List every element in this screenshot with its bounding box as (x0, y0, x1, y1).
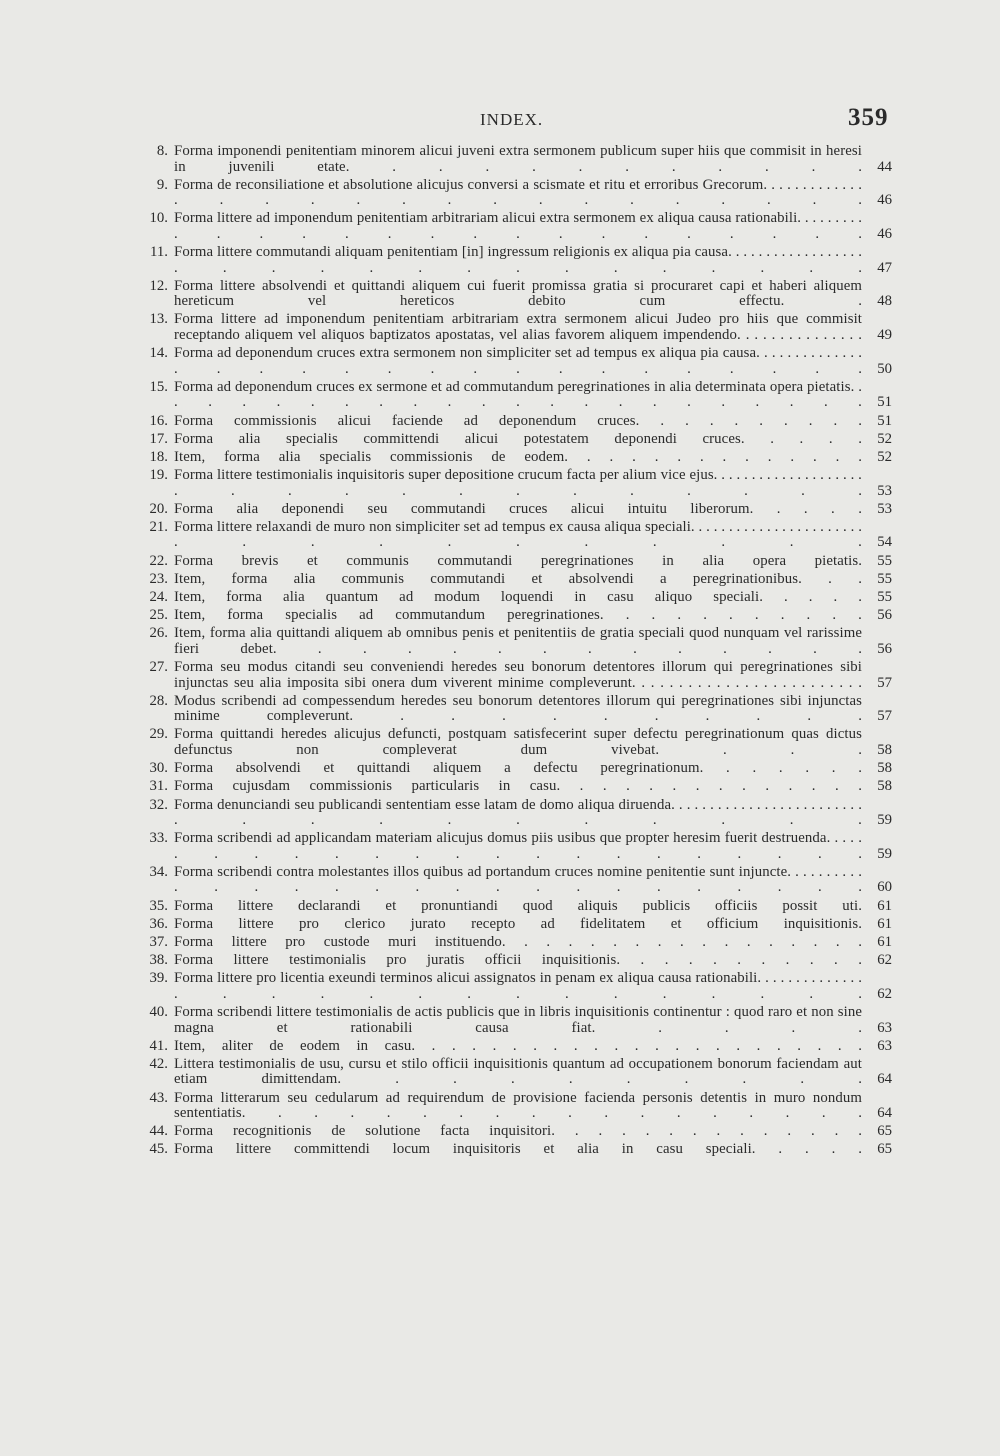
entry-number: 32. (149, 796, 168, 813)
entry-number: 21. (149, 518, 168, 535)
index-entry (132, 1091, 892, 1122)
entry-page-number: 58 (877, 760, 892, 777)
entry-number: 25. (149, 607, 168, 624)
entry-title: Forma littere ad imponendum penitentiam arbitrariam extra sermonem alicui Judeo pro hiis que commisit receptando aliquem vel aliquos baptizatos apostatas, vel alias favorem aliquem impendendo. . . . . . . . . . . . . . . (174, 311, 862, 343)
index-entry (132, 971, 892, 1002)
entry-page-number: 62 (877, 985, 892, 1002)
entry-title: Forma littere testimonialis pro juratis officii inquisitionis. . . . . . . . . . . (174, 952, 862, 969)
entry-page-number: 47 (877, 259, 892, 276)
index-entry (132, 279, 892, 310)
entry-page-number: 53 (877, 482, 892, 499)
entry-number: 30. (149, 760, 168, 777)
running-head-title: INDEX. (480, 110, 544, 129)
entry-page-number: 51 (877, 412, 892, 429)
entry-number: 10. (149, 210, 168, 227)
entry-number: 43. (149, 1089, 168, 1106)
entry-page-number: 51 (877, 394, 892, 411)
entry-title: Item, forma alia specialis commissionis de eodem. . . . . . . . . . . . . . (174, 448, 862, 465)
entry-title: Forma cujusdam commissionis particularis in casu. . . . . . . . . . . . . . (174, 778, 862, 795)
entry-page-number: 63 (877, 1019, 892, 1036)
index-entry (132, 899, 892, 915)
entry-title: Forma scribendi littere testimonialis de actis publicis que in libris inquisitionis continentur : quod raro et non sine magna et rationabili causa fiat. . . . . (174, 1004, 862, 1036)
entry-title: Forma commissionis alicui faciende ad deponendum cruces. . . . . . . . . . (174, 412, 862, 429)
index-entry (132, 554, 892, 570)
entry-number: 36. (149, 915, 168, 932)
entry-number: 40. (149, 1004, 168, 1020)
index-entry (132, 346, 892, 377)
entry-number: 29. (149, 726, 168, 743)
entry-number: 20. (149, 500, 168, 517)
index-entry (132, 727, 892, 758)
entry-page-number: 55 (877, 552, 892, 569)
entry-title: Modus scribendi ad compessendum heredes seu bonorum detentores illorum qui peregrinationes sibi injunctas minime compleverunt. . . . . . . . . . . (174, 692, 862, 725)
entry-number: 14. (149, 345, 168, 362)
entry-title: Forma quittandi heredes alicujus defuncti, postquam satisfecerint super defectu peregrinationum quas dictus defunctus non compleverat dum vivebat. . . . (174, 726, 862, 758)
index-entry (132, 450, 892, 466)
index-entry (132, 608, 892, 624)
index-entry (132, 468, 892, 499)
entry-title: Forma scribendi ad applicandam materiam alicujus domus piis usibus que propter heresim fuerit destruenda. . . . . . . . . . . . . . . . . . . . . . . (174, 830, 862, 862)
entry-page-number: 46 (877, 225, 892, 242)
entry-number: 27. (149, 659, 168, 676)
entry-page-number: 61 (877, 897, 892, 914)
page-number: 359 (848, 104, 889, 131)
entry-page-number: 57 (877, 674, 892, 691)
index-entry (132, 1039, 892, 1055)
entry-title: Forma littere pro custode muri instituendo. . . . . . . . . . . . . . . . . (174, 933, 862, 950)
index-entry (132, 865, 892, 896)
entry-title: Forma littere relaxandi de muro non simpliciter set ad tempus ex causa aliqua speciali. . . . . . . . . . . . . . . . . . . . . . . . . . . . . . . . . . (174, 518, 862, 551)
entry-number: 19. (149, 467, 168, 484)
entry-number: 22. (149, 552, 168, 569)
index-entry (132, 1057, 892, 1088)
entry-number: 9. (156, 176, 168, 193)
index-entry (132, 380, 892, 411)
index-entry (132, 660, 892, 691)
entry-page-number: 64 (877, 1071, 892, 1088)
entry-page-number: 61 (877, 933, 892, 950)
entry-title: Forma littere commutandi aliquam penitentiam [in] ingressum religionis ex aliqua pia causa. . . . . . . . . . . . . . . . . . . . . . . . . . . . . . . . . (174, 244, 862, 276)
index-entry (132, 626, 892, 657)
index-entry (132, 917, 892, 933)
entry-page-number: 52 (877, 430, 892, 447)
entry-title: Forma littere testimonialis inquisitoris super depositione crucum facta per alium vice ejus. . . . . . . . . . . . . . . . . . . . . . . . . . . . . . . . . (174, 467, 862, 499)
index-entries-list (132, 144, 892, 1161)
entry-number: 34. (149, 863, 168, 880)
entry-page-number: 64 (877, 1105, 892, 1122)
index-entry (132, 144, 892, 175)
entry-number: 12. (149, 277, 168, 294)
index-entry (132, 935, 892, 951)
index-entry (132, 1142, 892, 1158)
entry-page-number: 58 (877, 741, 892, 758)
index-entry (132, 432, 892, 448)
entry-title: Littera testimonialis de usu, cursu et stilo officii inquisitionis quantum ad occupationem bonorum faciendam aut etiam dimittendam. . . . . . . . . . (174, 1055, 862, 1088)
entry-number: 17. (149, 430, 168, 447)
index-entry (132, 779, 892, 795)
entry-title: Item, forma alia quantum ad modum loquendi in casu aliquo speciali. . . . . (174, 589, 862, 605)
entry-number: 44. (149, 1123, 168, 1140)
entry-number: 13. (149, 311, 168, 328)
entry-title: Item, aliter de eodem in casu. . . . . . . . . . . . . . . . . . . . . . . (174, 1037, 862, 1054)
entry-title: Forma denunciandi seu publicandi sententiam esse latam de domo aliqua diruenda. . . . . . . . . . . . . . . . . . . . . . . . . . . . . . . . . . . . (174, 796, 862, 828)
index-entry (132, 831, 892, 862)
entry-page-number: 56 (877, 607, 892, 624)
entry-number: 24. (149, 589, 168, 605)
entry-page-number: 48 (877, 293, 892, 310)
entry-number: 37. (149, 933, 168, 950)
index-entry (132, 694, 892, 725)
entry-number: 26. (149, 625, 168, 642)
index-entry (132, 590, 892, 606)
entry-page-number: 55 (877, 570, 892, 587)
entry-page-number: 54 (877, 534, 892, 551)
entry-title: Forma scribendi contra molestantes illos quibus ad portandum cruces nomine penitentie sunt injuncte. . . . . . . . . . . . . . . . . . . . . . . . . . . . (174, 863, 862, 896)
index-entry (132, 572, 892, 588)
entry-page-number: 44 (877, 158, 892, 175)
entry-page-number: 49 (877, 326, 892, 343)
entry-page-number: 62 (877, 952, 892, 969)
entry-page-number: 57 (877, 708, 892, 725)
index-entry (132, 953, 892, 969)
entry-title: Forma littere ad imponendum penitentiam arbitrariam alicui extra sermonem ex aliqua causa rationabili. . . . . . . . . . . . . . . . . . . . . . . . . . (174, 210, 862, 242)
entry-number: 41. (149, 1037, 168, 1054)
entry-page-number: 59 (877, 845, 892, 862)
index-entry (132, 1005, 892, 1036)
entry-title: Forma littere absolvendi et quittandi aliquem cui fuerit promissa gratia si procuraret capi et haberi aliquem hereticum vel hereticos debito cum effectu. . (174, 277, 862, 310)
index-entry (132, 761, 892, 777)
entry-number: 33. (149, 830, 168, 847)
entry-page-number: 50 (877, 360, 892, 377)
index-entry (132, 502, 892, 518)
index-entry (132, 414, 892, 430)
entry-title: Forma litterarum seu cedularum ad requirendum de provisione facienda personis detentis in muro nondum sententiatis. . . . . . . . . . . . . . . . . . (174, 1089, 862, 1122)
entry-title: Forma absolvendi et quittandi aliquem a defectu peregrinationum. . . . . . . (174, 760, 862, 777)
entry-page-number: 53 (877, 500, 892, 517)
entry-page-number: 52 (877, 448, 892, 465)
entry-page-number: 46 (877, 192, 892, 209)
entry-title: Forma littere pro licentia exeundi terminos alicui assignatos in penam ex aliqua causa rationabili. . . . . . . . . . . . . . . . . . . . . . . . . . . . . (174, 970, 862, 1002)
entry-page-number: 61 (877, 915, 892, 932)
entry-page-number: 58 (877, 778, 892, 795)
entry-number: 38. (149, 952, 168, 969)
entry-title: Forma recognitionis de solutione facta inquisitori. . . . . . . . . . . . . . (174, 1123, 862, 1140)
entry-number: 16. (149, 412, 168, 429)
entry-title: Forma littere declarandi et pronuntiandi quod aliquis publicis officiis possit uti. (174, 897, 862, 914)
entry-page-number: 55 (877, 589, 892, 605)
entry-number: 11. (150, 244, 168, 261)
entry-page-number: 65 (877, 1123, 892, 1140)
entry-title: Forma littere committendi locum inquisitoris et alia in casu speciali. . . . . (174, 1141, 862, 1158)
entry-number: 15. (149, 378, 168, 395)
entry-page-number: 63 (877, 1037, 892, 1054)
entry-title: Item, forma specialis ad commutandum peregrinationes. . . . . . . . . . . (174, 607, 862, 624)
entry-title: Forma de reconsiliatione et absolutione alicujus conversi a scismate et ritu et erroribus Grecorum. . . . . . . . . . . . . . . . . . . . . . . . . . . . . (174, 176, 862, 209)
entry-number: 8. (156, 143, 168, 159)
entry-page-number: 59 (877, 812, 892, 828)
entry-title: Forma alia deponendi seu commutandi cruces alicui intuitu liberorum. . . . . (174, 500, 862, 517)
entry-number: 45. (149, 1141, 168, 1158)
entry-title: Forma ad deponendum cruces extra sermonem non simpliciter set ad tempus ex aliqua pia causa. . . . . . . . . . . . . . . . . . . . . . . . . . . . . . . (174, 345, 862, 377)
index-entry (132, 245, 892, 276)
entry-number: 35. (149, 897, 168, 914)
entry-number: 23. (149, 570, 168, 587)
entry-title: Forma seu modus citandi seu conveniendi heredes seu bonorum detentores illorum qui peregrinationes sibi injunctas seu alia imposita sibi onera dum viverent minime compleverunt. . . . . . . . . . . . . . . . . . . . . . . . . (174, 659, 862, 691)
entry-title: Item, forma alia communis commutandi et absolvendi a peregrinationibus. . . (174, 570, 862, 587)
entry-number: 39. (149, 970, 168, 987)
index-entry (132, 1124, 892, 1140)
entry-title: Forma alia specialis committendi alicui potestatem deponendi cruces. . . . . (174, 430, 862, 447)
entry-title: Forma imponendi penitentiam minorem alicui juveni extra sermonem publicum super hiis que commisit in heresi in juvenili etate. . . . . . . . . . . . (174, 143, 862, 175)
entry-page-number: 60 (877, 879, 892, 896)
entry-title: Forma brevis et communis commutandi peregrinationes in alia opera pietatis. (174, 552, 862, 569)
entry-page-number: 65 (877, 1141, 892, 1158)
entry-number: 31. (149, 778, 168, 795)
entry-number: 28. (149, 692, 168, 709)
index-entry (132, 798, 892, 829)
entry-title: Item, forma alia quittandi aliquem ab omnibus penis et penitentiis de gratia speciali quod nunquam vel rarissime fieri debet. . . . . . . . . . . . . . (174, 625, 862, 657)
index-entry (132, 520, 892, 551)
entry-number: 42. (149, 1055, 168, 1072)
entry-title: Forma ad deponendum cruces ex sermone et ad commutandum peregrinationes in alia determinata opera pietatis. . . . . . . . . . . . . . . . . . . . . . . (174, 378, 862, 411)
index-entry (132, 178, 892, 209)
entry-number: 18. (149, 448, 168, 465)
index-entry (132, 312, 892, 343)
entry-title: Forma littere pro clerico jurato recepto ad fidelitatem et officium inquisitionis. (174, 915, 862, 932)
entry-page-number: 56 (877, 640, 892, 657)
index-entry (132, 211, 892, 242)
